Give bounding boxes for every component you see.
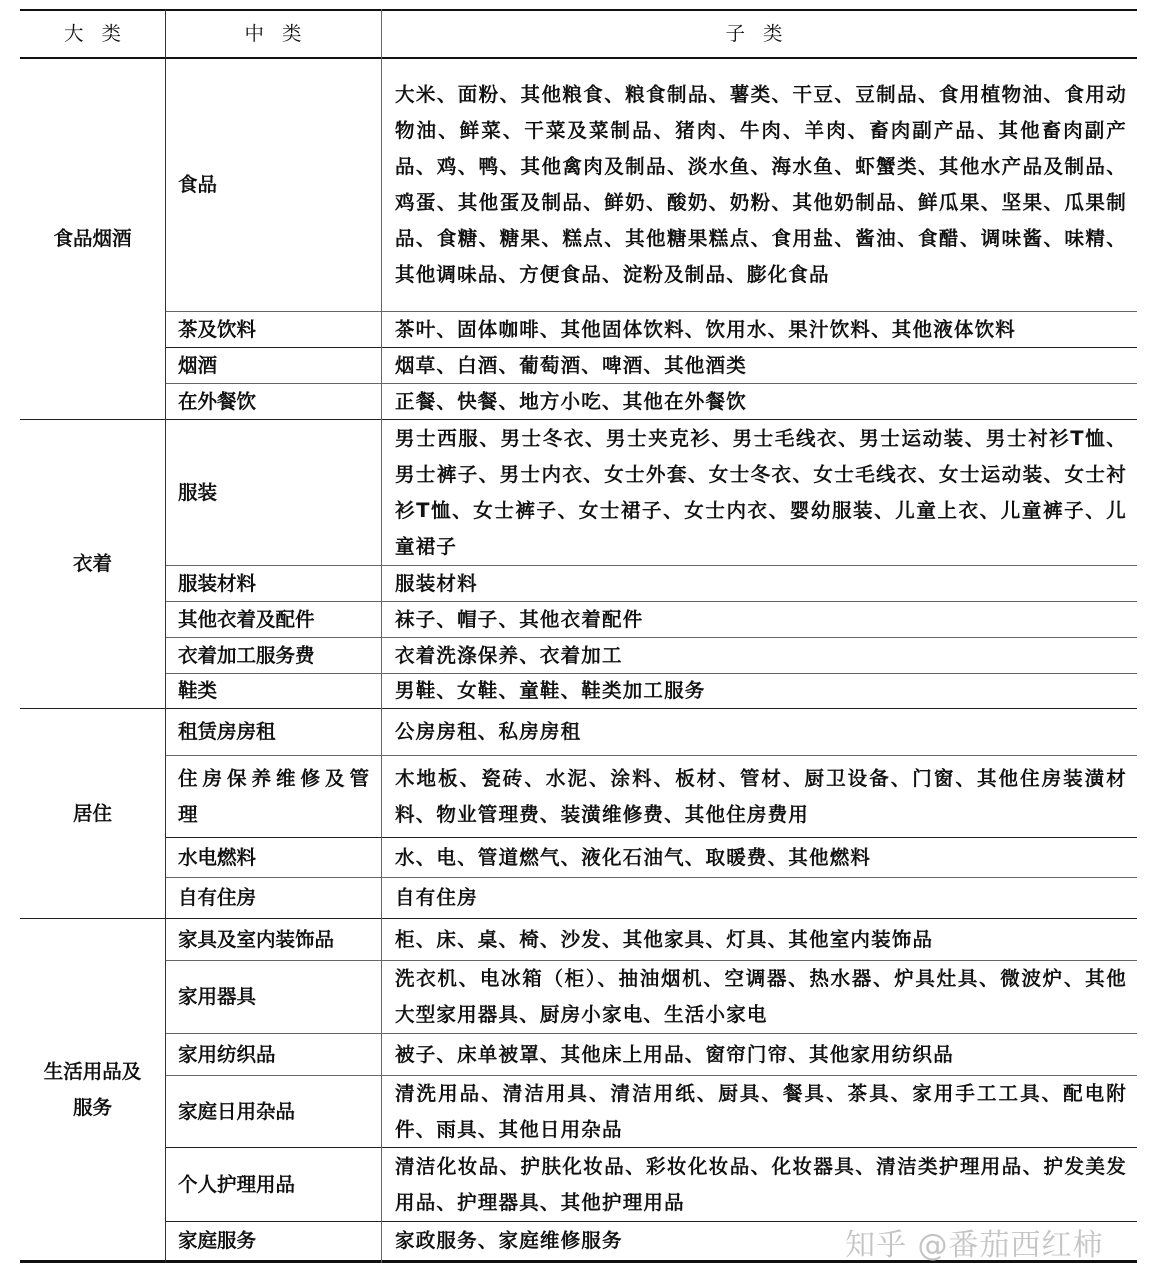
sub-category-cell: 水、电、管道燃气、液化石油气、取暖费、其他燃料 [395,845,872,869]
mid-category-cell: 服装 [178,480,218,504]
mid-category-cell: 自有住房 [178,886,257,909]
mid-category-cell: 租赁房房租 [178,720,276,743]
sub-category-cell: 大米、面粉、其他粮食、粮食制品、薯类、干豆、豆制品、食用植物油、食用动物油、鲜菜、干菜及菜制品、猪肉、牛肉、羊肉、畜肉副产品、其他畜肉副产品、鸡、鸭、其他禽肉及制品、淡水鱼、海水鱼、虾蟹类、其他水产品及制品、鸡蛋、其他蛋及制品、鲜奶、酸奶、奶粉、其他奶制品、鲜瓜果、坚果、瓜果制品、食糖、糖果、糕点、其他糖果糕点、食用盐、酱油、食醋、调味酱、味精、其他调味品、方便食品、淀粉及制品、膨化食品 [395,83,1127,286]
sub-category-cell: 家政服务、家庭维修服务 [395,1229,623,1252]
sub-category-cell: 清洗用品、清洁用具、清洁用纸、厨具、餐具、茶具、家用手工工具、配电附件、雨具、其他日用杂品 [395,1081,1127,1141]
sub-category-cell: 洗衣机、电冰箱（柜）、抽油烟机、空调器、热水器、炉具灶具、微波炉、其他大型家用器具、厨房小家电、生活小家电 [395,967,1127,1026]
mid-category-cell: 服装材料 [178,571,257,595]
sub-category-cell: 清洁化妆品、护肤化妆品、彩妆化妆品、化妆器具、清洁类护理用品、护发美发用品、护理器具、其他护理用品 [395,1154,1127,1214]
sub-category-cell: 柜、床、桌、椅、沙发、其他家具、灯具、其他室内装饰品 [395,927,934,951]
mid-category-cell: 家用器具 [178,985,257,1008]
header-major-category: 大类 [63,22,139,45]
mid-category-cell: 个人护理用品 [178,1172,296,1196]
mid-category-cell: 在外餐饮 [178,389,257,413]
sub-category-cell: 男士西服、男士冬衣、男士夹克衫、男士毛线衣、男士运动装、男士衬衫T恤、男士裤子、男士内衣、女士外套、女士冬衣、女士毛线衣、女士运动装、女士衬衫T恤、女士裤子、女士裙子、女士内衣、婴幼服装、儿童上衣、儿童裤子、儿童裙子 [395,426,1127,558]
mid-category-cell: 食品 [178,173,218,196]
watermark-text: 知乎 @番茄西红柿 [845,1228,1104,1263]
mid-category-cell: 烟酒 [178,353,218,377]
major-category-cell: 衣着 [72,552,112,575]
header-mid-category: 中类 [244,22,320,45]
mid-category-cell: 住房保养维修及管理 [178,766,375,826]
mid-category-cell: 鞋类 [178,679,218,702]
mid-category-cell: 水电燃料 [178,845,257,869]
sub-category-cell: 自有住房 [395,886,478,909]
sub-category-cell: 烟草、白酒、葡萄酒、啤酒、其他酒类 [395,353,747,377]
mid-category-cell: 家用纺织品 [178,1042,276,1066]
sub-category-cell: 衣着洗涤保养、衣着加工 [395,643,623,667]
sub-category-cell: 男鞋、女鞋、童鞋、鞋类加工服务 [395,679,706,702]
sub-category-cell: 袜子、帽子、其他衣着配件 [395,607,644,631]
sub-category-cell: 公房房租、私房房租 [395,720,582,743]
sub-category-cell: 服装材料 [395,571,478,595]
sub-category-cell: 正餐、快餐、地方小吃、其他在外餐饮 [395,389,747,413]
mid-category-cell: 其他衣着及配件 [178,607,315,631]
sub-category-cell: 被子、床单被罩、其他床上用品、窗帘门帘、其他家用纺织品 [395,1042,954,1066]
mid-category-cell: 家具及室内装饰品 [178,927,335,951]
mid-category-cell: 衣着加工服务费 [178,643,315,667]
header-sub-category: 子类 [725,22,801,45]
major-category-cell: 居住 [72,801,112,825]
mid-category-cell: 家庭服务 [178,1229,257,1252]
major-category-cell: 食品烟酒 [53,227,132,250]
sub-category-cell: 茶叶、固体咖啡、其他固体饮料、饮用水、果汁饮料、其他液体饮料 [395,317,1017,341]
major-category-cell: 生活用品及服务 [43,1059,142,1119]
mid-category-cell: 茶及饮料 [178,317,257,341]
mid-category-cell: 家庭日用杂品 [178,1099,296,1123]
sub-category-cell: 木地板、瓷砖、水泥、涂料、板材、管材、厨卫设备、门窗、其他住房装潢材料、物业管理费、装潢维修费、其他住房费用 [395,766,1127,826]
